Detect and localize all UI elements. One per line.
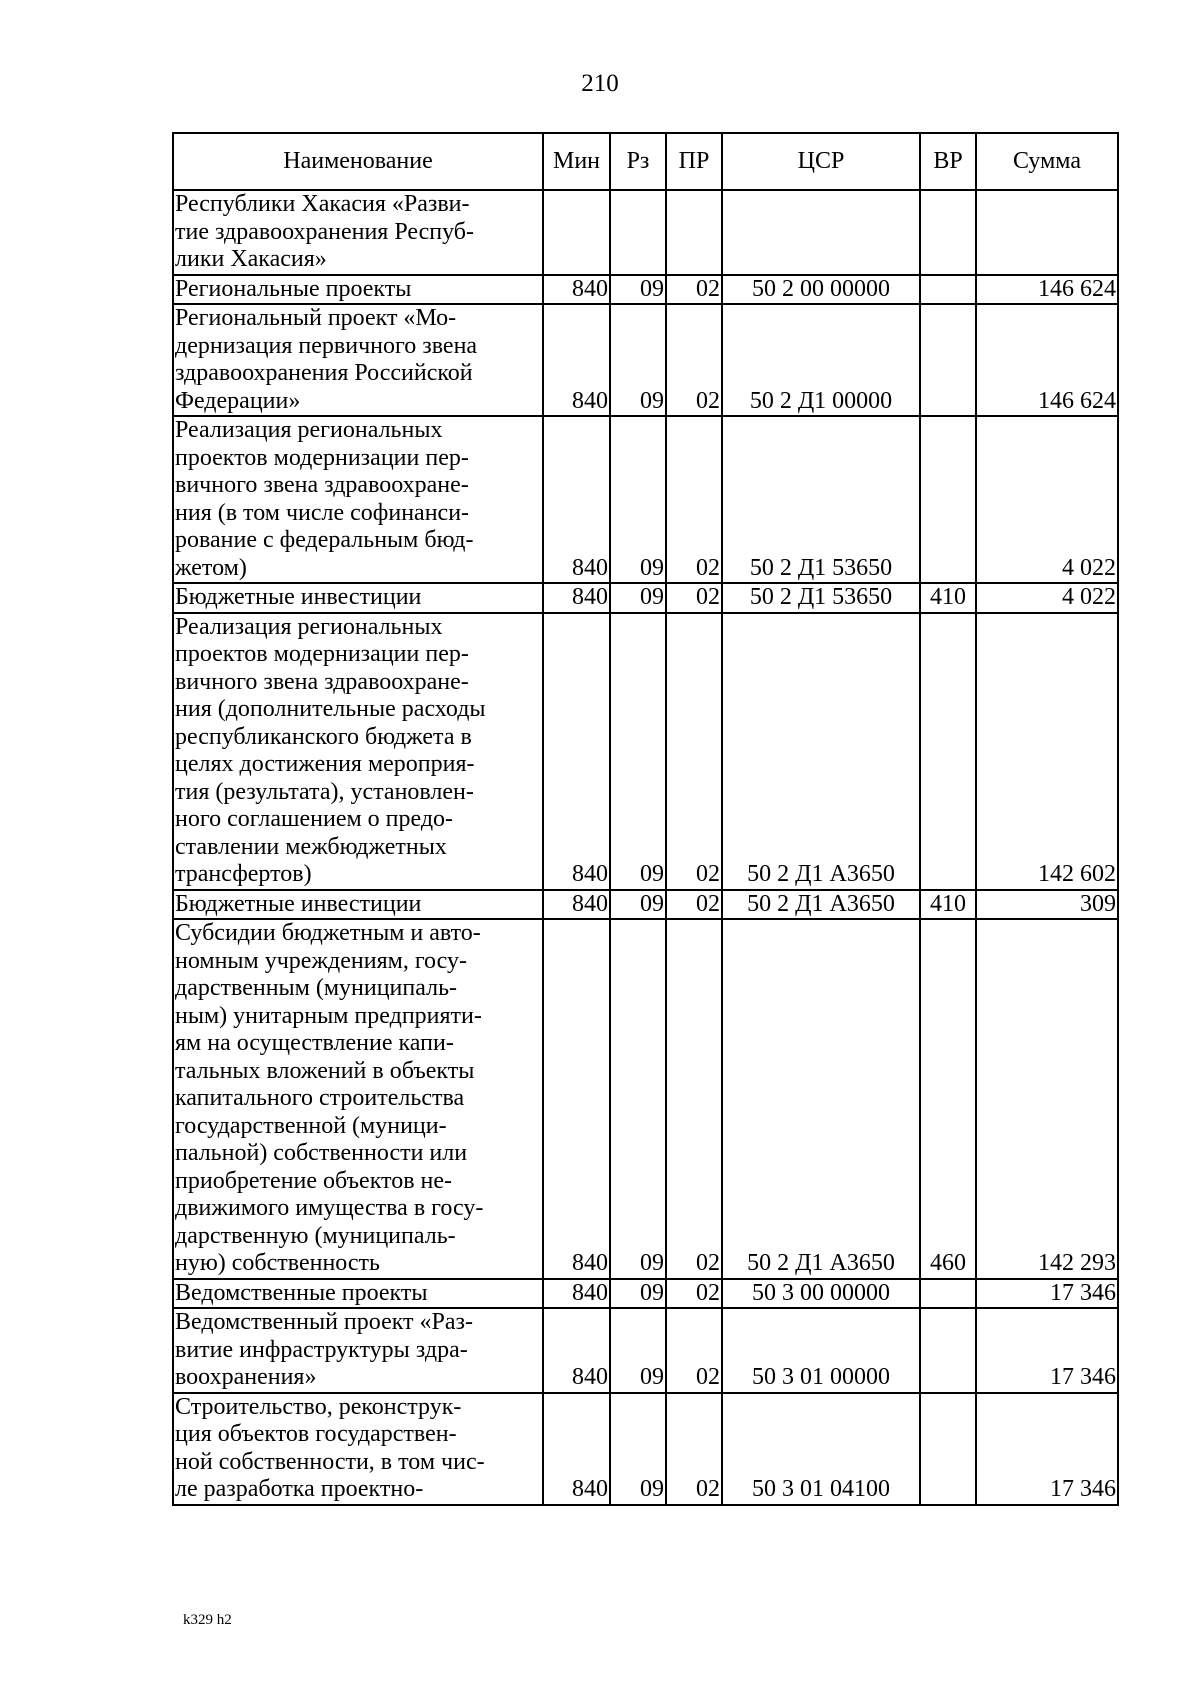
table-header-row	[173, 133, 1118, 190]
footer-code: k329 h2	[183, 1612, 232, 1628]
cell-min: 840	[543, 1393, 610, 1505]
cell-vr	[920, 275, 976, 305]
header-vr: ВР	[920, 133, 976, 190]
cell-sum: 146 624	[976, 275, 1118, 305]
table-row	[173, 583, 1118, 613]
cell-vr	[920, 190, 976, 275]
cell-sum: 4 022	[976, 416, 1118, 583]
cell-name: Региональные проекты	[173, 275, 543, 305]
budget-table	[172, 132, 1119, 1506]
cell-rz	[610, 190, 666, 275]
cell-name: Ведомственные проекты	[173, 1279, 543, 1309]
table-row	[173, 416, 1118, 583]
cell-min: 840	[543, 275, 610, 305]
cell-min: 840	[543, 1279, 610, 1309]
cell-csr	[722, 190, 920, 275]
table-row	[173, 1393, 1118, 1505]
cell-name: Республики Хакасия «Разви- тие здравоохранения Респуб- лики Хакасия»	[173, 190, 543, 275]
cell-pr: 02	[666, 1393, 722, 1505]
cell-name: Бюджетные инвестиции	[173, 890, 543, 920]
cell-name: Бюджетные инвестиции	[173, 583, 543, 613]
cell-sum: 4 022	[976, 583, 1118, 613]
cell-pr: 02	[666, 890, 722, 920]
cell-sum: 142 293	[976, 919, 1118, 1279]
cell-sum: 309	[976, 890, 1118, 920]
cell-pr: 02	[666, 919, 722, 1279]
table-row	[173, 190, 1118, 275]
cell-vr	[920, 613, 976, 890]
page-number: 210	[581, 70, 619, 97]
cell-name: Субсидии бюджетным и авто- номным учреждениям, госу- дарственным (муниципаль- ным) унитарным предприяти- ям на осуществление капи- тальных вложений в объекты капитального строительства государственной (муници- пальной) собственности или приобретение объектов не- движимого имущества в госу- дарственную (муниципаль- ную) собственность	[173, 919, 543, 1279]
cell-name: Реализация региональных проектов модернизации пер- вичного звена здравоохране- ния (дополнительные расходы республиканского бюджета в целях достижения мероприя- тия (результата), установлен- ного соглашением о предо- ставлении межбюджетных трансфертов)	[173, 613, 543, 890]
cell-rz: 09	[610, 304, 666, 416]
table-row	[173, 275, 1118, 305]
cell-rz: 09	[610, 890, 666, 920]
header-csr: ЦСР	[722, 133, 920, 190]
cell-sum: 17 346	[976, 1393, 1118, 1505]
cell-min: 840	[543, 919, 610, 1279]
cell-name: Ведомственный проект «Раз- витие инфраструктуры здра- воохранения»	[173, 1308, 543, 1393]
cell-min: 840	[543, 583, 610, 613]
cell-rz: 09	[610, 1393, 666, 1505]
header-name: Наименование	[173, 133, 543, 190]
cell-name: Строительство, реконструк- ция объектов государствен- ной собственности, в том чис- ле разработка проектно-	[173, 1393, 543, 1505]
table-row	[173, 613, 1118, 890]
cell-rz: 09	[610, 613, 666, 890]
cell-pr: 02	[666, 583, 722, 613]
header-sum: Сумма	[976, 133, 1118, 190]
table-row	[173, 919, 1118, 1279]
cell-sum: 142 602	[976, 613, 1118, 890]
cell-name: Региональный проект «Мо- дернизация первичного звена здравоохранения Российской Федерации»	[173, 304, 543, 416]
cell-vr	[920, 304, 976, 416]
cell-csr: 50 3 00 00000	[722, 1279, 920, 1309]
cell-csr: 50 2 Д1 А3650	[722, 613, 920, 890]
cell-vr	[920, 1393, 976, 1505]
table-row	[173, 1308, 1118, 1393]
cell-rz: 09	[610, 1279, 666, 1309]
cell-vr	[920, 416, 976, 583]
cell-min: 840	[543, 890, 610, 920]
cell-vr: 410	[920, 890, 976, 920]
header-min: Мин	[543, 133, 610, 190]
cell-csr: 50 2 00 00000	[722, 275, 920, 305]
cell-pr: 02	[666, 613, 722, 890]
header-pr: ПР	[666, 133, 722, 190]
cell-pr: 02	[666, 275, 722, 305]
cell-min: 840	[543, 304, 610, 416]
table-body	[173, 190, 1118, 1505]
header-rz: Рз	[610, 133, 666, 190]
cell-rz: 09	[610, 416, 666, 583]
cell-rz: 09	[610, 583, 666, 613]
cell-csr: 50 2 Д1 00000	[722, 304, 920, 416]
cell-min: 840	[543, 1308, 610, 1393]
cell-pr	[666, 190, 722, 275]
cell-rz: 09	[610, 275, 666, 305]
cell-csr: 50 3 01 04100	[722, 1393, 920, 1505]
cell-sum: 17 346	[976, 1279, 1118, 1309]
cell-csr: 50 2 Д1 53650	[722, 583, 920, 613]
cell-csr: 50 3 01 00000	[722, 1308, 920, 1393]
cell-min: 840	[543, 613, 610, 890]
cell-pr: 02	[666, 1308, 722, 1393]
cell-pr: 02	[666, 1279, 722, 1309]
cell-csr: 50 2 Д1 А3650	[722, 919, 920, 1279]
cell-min	[543, 190, 610, 275]
cell-csr: 50 2 Д1 53650	[722, 416, 920, 583]
cell-pr: 02	[666, 304, 722, 416]
table-row	[173, 890, 1118, 920]
cell-min: 840	[543, 416, 610, 583]
cell-vr	[920, 1308, 976, 1393]
cell-csr: 50 2 Д1 А3650	[722, 890, 920, 920]
cell-vr: 460	[920, 919, 976, 1279]
cell-vr: 410	[920, 583, 976, 613]
cell-sum: 146 624	[976, 304, 1118, 416]
cell-sum	[976, 190, 1118, 275]
table-row	[173, 304, 1118, 416]
cell-sum: 17 346	[976, 1308, 1118, 1393]
table-row	[173, 1279, 1118, 1309]
cell-name: Реализация региональных проектов модернизации пер- вичного звена здравоохране- ния (в том числе софинанси- рование с федеральным бюд- жетом)	[173, 416, 543, 583]
cell-pr: 02	[666, 416, 722, 583]
cell-rz: 09	[610, 919, 666, 1279]
cell-rz: 09	[610, 1308, 666, 1393]
cell-vr	[920, 1279, 976, 1309]
